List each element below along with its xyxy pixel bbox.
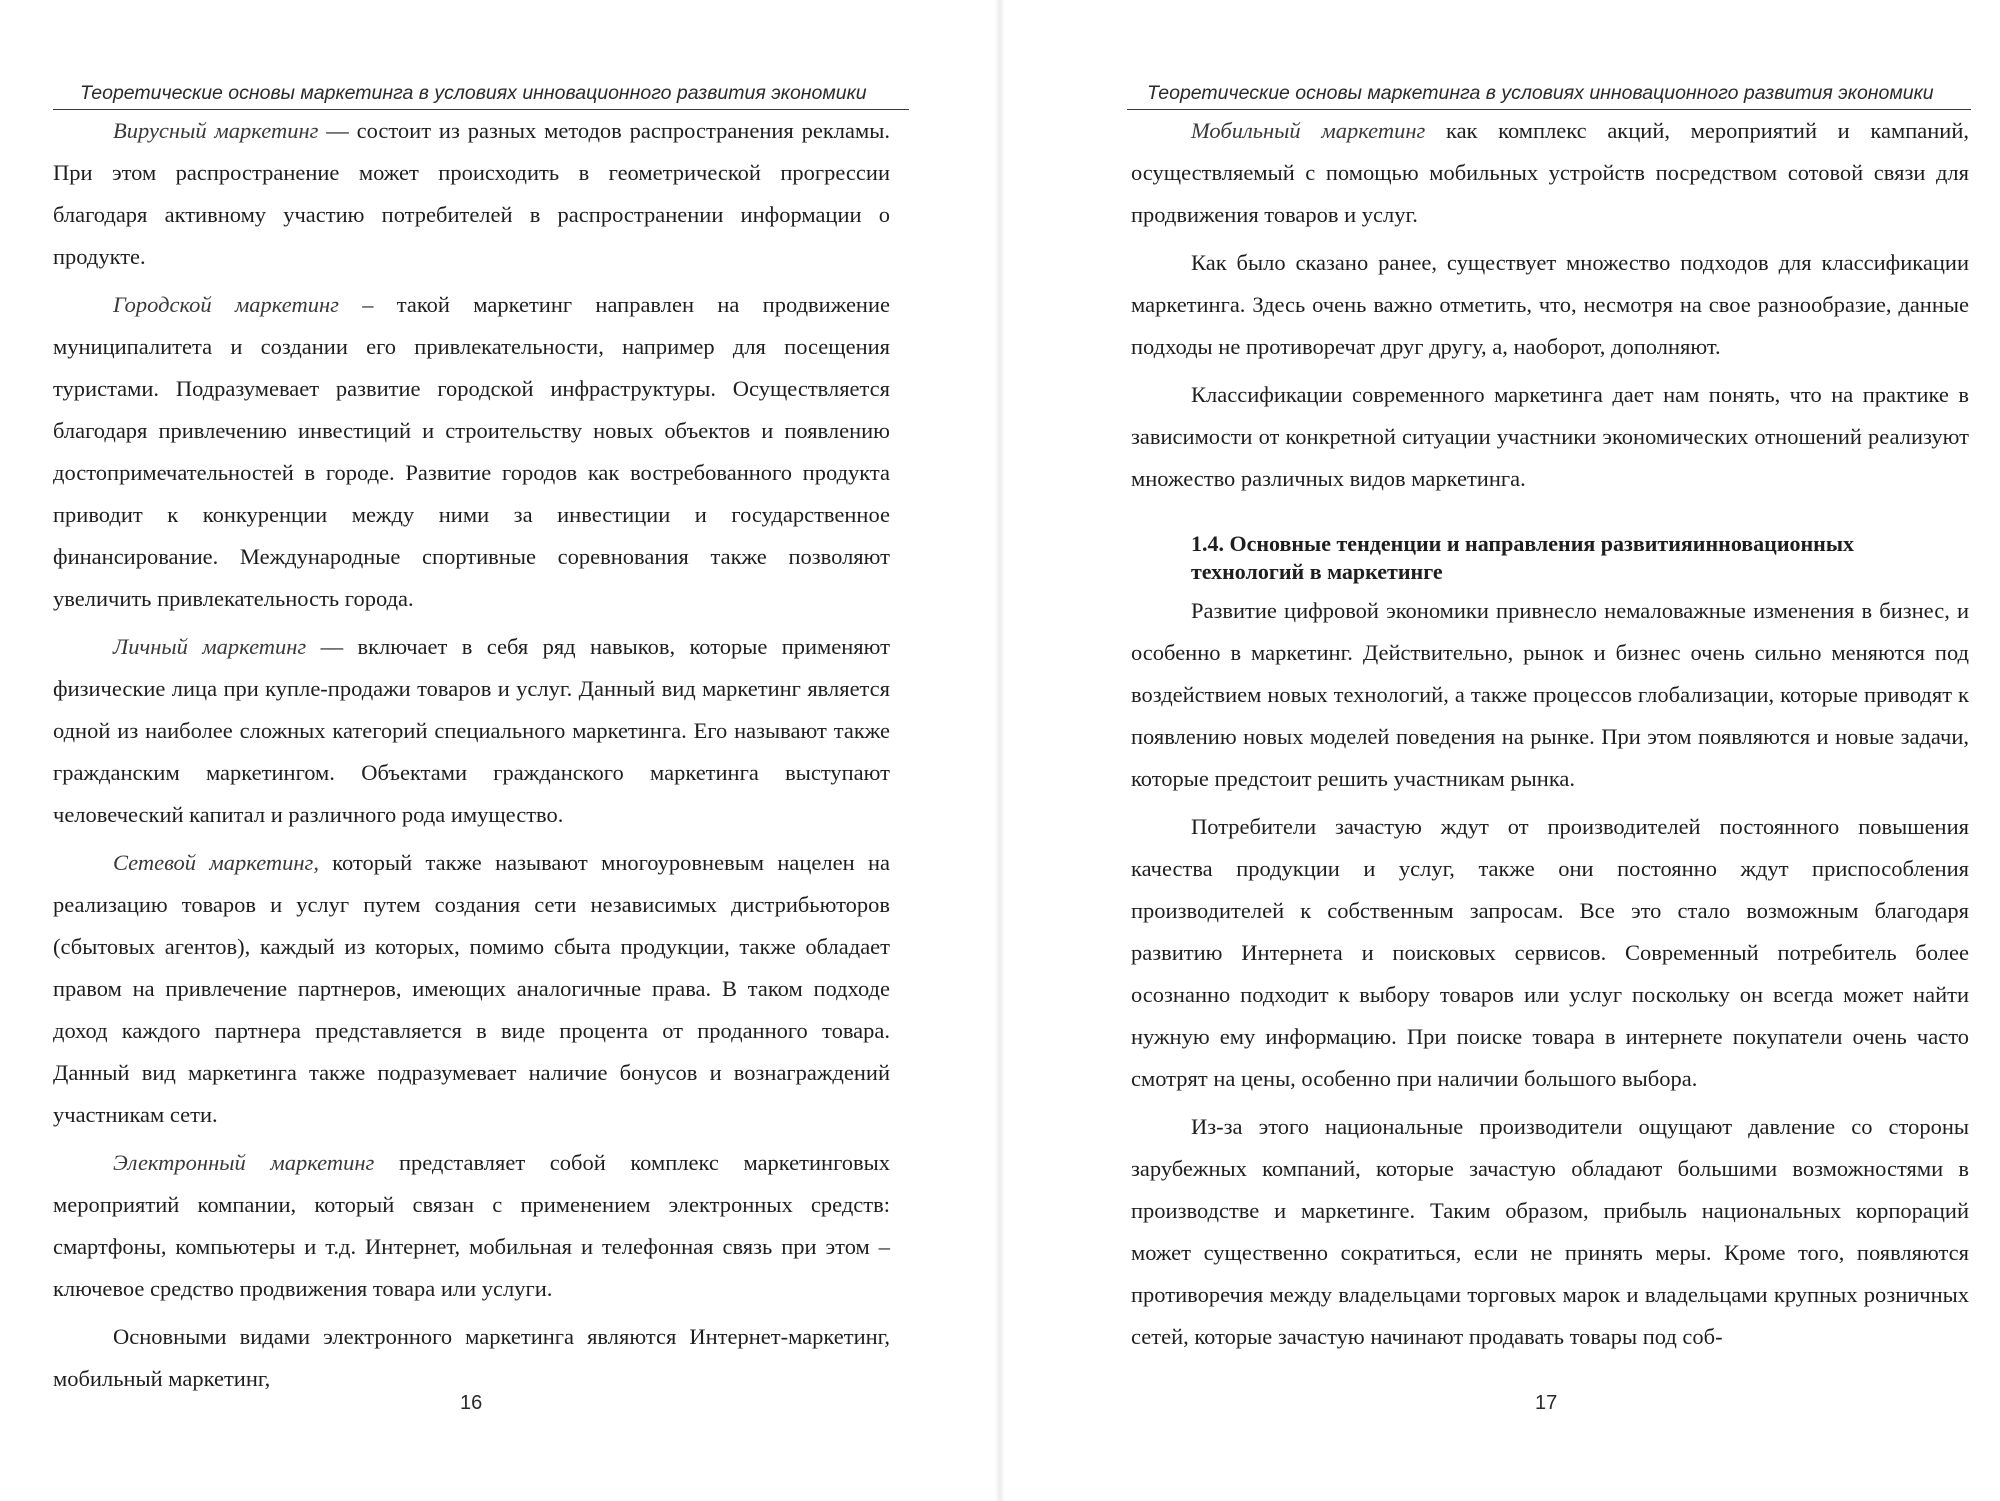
paragraph-text: — состоит из разных методов распространения рекламы. При этом распространение может происходить в геометрической прогрессии благодаря активному участию потребителей в распространении информации о продукте. bbox=[53, 118, 890, 269]
running-header: Теоретические основы маркетинга в условиях инновационного развития экономики bbox=[80, 82, 867, 104]
paragraph-personal-marketing bbox=[53, 626, 890, 836]
paragraph-text: — включает в себя ряд навыков, которые применяют физические лица при купле-продажи товаров и услуг. Данный вид маркетинг является одной из наиболее сложных категорий специального маркетинга. Его называют также гражданским маркетингом. Объектами гражданского маркетинга выступают человеческий капитал и различного рода имущество. bbox=[53, 634, 891, 827]
paragraph-viral-marketing bbox=[53, 110, 890, 278]
paragraph-electronic-marketing bbox=[53, 1142, 890, 1310]
paragraph-text: как комплекс акций, мероприятий и кампаний, осуществляемый с помощью мобильных устройств посредством сотовой связи для продвижения товаров и услуг. bbox=[1131, 118, 1969, 227]
paragraph-classification-practice bbox=[1131, 374, 1969, 500]
paragraph-text: Как было сказано ранее, существует множество подходов для классификации маркетинга. Здесь очень важно отметить, что, несмотря на свое разнообразие, данные подходы не противоречат друг другу, а, наоборот, дополняют. bbox=[1131, 250, 1969, 359]
paragraph-digital-economy bbox=[1131, 590, 1969, 800]
section-heading: 1.4. Основные тенденции и направления развитияинновационных технологий в маркетинге bbox=[1191, 531, 1855, 584]
paragraph-city-marketing bbox=[53, 284, 890, 620]
term: Вирусный маркетинг bbox=[113, 118, 319, 143]
running-header: Теоретические основы маркетинга в условиях инновационного развития экономики bbox=[1147, 82, 1934, 104]
paragraph-classification-approaches bbox=[1131, 242, 1969, 368]
right-page bbox=[1000, 0, 2000, 1501]
paragraph-national-producers bbox=[1131, 1106, 1969, 1358]
paragraph-consumers bbox=[1131, 806, 1969, 1100]
paragraph-electronic-types bbox=[53, 1316, 890, 1400]
paragraph-text: который также называют многоуровневым нацелен на реализацию товаров и услуг путем создания сети независимых дистрибьюторов (сбытовых агентов), каждый из которых, помимо сбыта продукции, также обладает правом на привлечение партнеров, имеющих аналогичные права. В таком подходе доход каждого партнера представляется в виде процента от проданного товара. Данный вид маркетинга также подразумевает наличие бонусов и вознаграждений участникам сети. bbox=[53, 850, 891, 1127]
paragraph-text: – такой маркетинг направлен на продвижение муниципалитета и создании его привлекательности, например для посещения туристами. Подразумевает развитие городской инфраструктуры. Осуществляется благодаря привлечению инвестиций и строительству новых объектов и появлению достопримечательностей в городе. Развитие городов как востребованного продукта приводит к конкуренции между ними за инвестиции и государственное финансирование. Международные спортивные соревнования также позволяют увеличить привлекательность города. bbox=[53, 292, 890, 611]
term: Мобильный маркетинг bbox=[1191, 118, 1426, 143]
paragraph-text: Основными видами электронного маркетинга являются Интернет-маркетинг, мобильный маркетинг, bbox=[53, 1324, 890, 1391]
term: Личный маркетинг bbox=[113, 634, 307, 659]
paragraph-text: Из-за этого национальные производители ощущают давление со стороны зарубежных компаний, которые зачастую обладают большими возможностями в производстве и маркетинге. Таким образом, прибыль национальных корпораций может существенно сократиться, если не принять меры. Кроме того, появляются противоречия между владельцами торговых марок и владельцами крупных розничных сетей, которые зачастую начинают продавать товары под соб- bbox=[1131, 1114, 1969, 1349]
paragraph-text: Потребители зачастую ждут от производителей постоянного повышения качества продукции и услуг, также они постоянно ждут приспособления производителей к собственным запросам. Все это стало возможным благодаря развитию Интернета и поисковых сервисов. Современный потребитель более осознанно подходит к выбору товаров или услуг поскольку он всегда может найти нужную ему информацию. При поиске товара в интернете покупатели очень часто смотрят на цены, особенно при наличии большого выбора. bbox=[1131, 814, 1969, 1091]
term: Электронный маркетинг bbox=[113, 1150, 375, 1175]
page-number: 16 bbox=[460, 1392, 483, 1414]
page-number: 17 bbox=[1535, 1392, 1558, 1414]
term: Городской маркетинг bbox=[113, 292, 339, 317]
term: Сетевой маркетинг, bbox=[113, 850, 319, 875]
paragraph-text: Классификации современного маркетинга дает нам понять, что на практике в зависимости от конкретной ситуации участники экономических отношений реализуют множество различных видов маркетинга. bbox=[1131, 382, 1969, 491]
paragraph-text: Развитие цифровой экономики привнесло немаловажные изменения в бизнес, и особенно в маркетинг. Действительно, рынок и бизнес очень сильно меняются под воздействием новых технологий, а также процессов глобализации, которые приводят к появлению новых моделей поведения на рынке. При этом появляются и новые задачи, которые предстоит решить участникам рынка. bbox=[1131, 598, 1969, 791]
paragraph-mobile-marketing bbox=[1131, 110, 1969, 236]
paragraph-network-marketing bbox=[53, 842, 890, 1136]
left-page-body bbox=[53, 110, 890, 1406]
paragraph-text: представляет собой комплекс маркетинговых мероприятий компании, который связан с применением электронных средств: смартфоны, компьютеры и т.д. Интернет, мобильная и телефонная связь при этом – ключевое средство продвижения товара или услуги. bbox=[53, 1150, 890, 1301]
right-page-body bbox=[1131, 110, 1969, 1364]
